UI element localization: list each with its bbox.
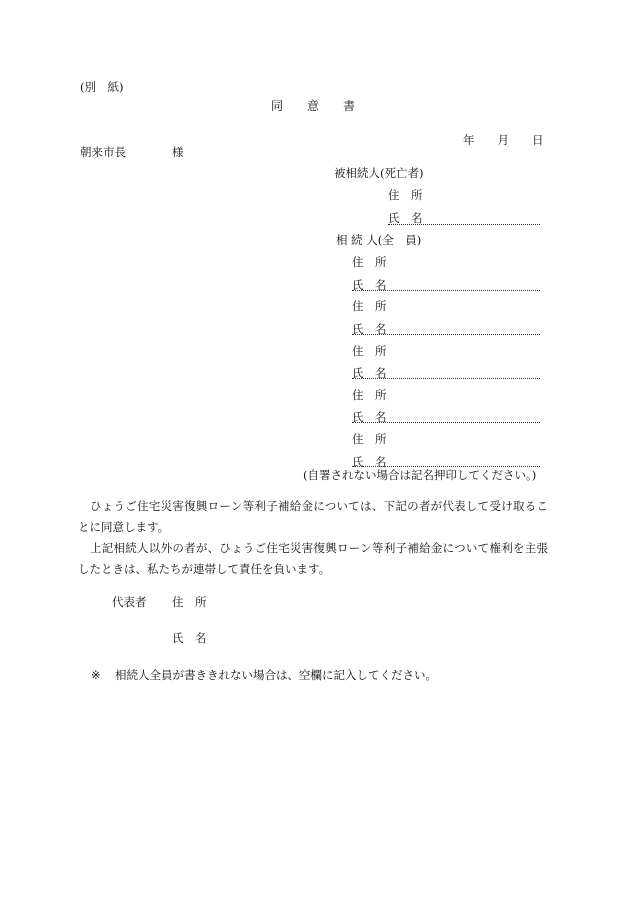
consent-paragraph-text: ひょうご住宅災害復興ローン等利子補給金については、下記の者が代表して受け取ることに同意します。	[78, 499, 548, 534]
heir-1-address-label: 住 所	[352, 255, 387, 269]
heir-5-name-line[interactable]	[352, 466, 540, 467]
footnote-text: 相続人全員が書ききれない場合は、空欄に記入してください。	[115, 668, 437, 682]
heir-4-address-label: 住 所	[352, 388, 387, 402]
signature-note: (自署されない場合は記名押印してください。)	[303, 468, 537, 482]
heir-1-name-label: 氏 名	[352, 278, 387, 292]
consent-paragraph	[78, 496, 548, 538]
addressee-honorific: 様	[172, 145, 184, 159]
representative-name-label: 氏 名	[172, 631, 207, 645]
deceased-heading: 被相続人(死亡者)	[334, 166, 424, 180]
attachment-label: (別 紙)	[80, 80, 124, 94]
heir-5-name-label: 氏 名	[352, 455, 387, 469]
heir-4-name-label: 氏 名	[352, 410, 387, 424]
representative-address-label: 住 所	[172, 595, 207, 609]
heir-4-name-line[interactable]	[352, 422, 540, 423]
responsibility-paragraph	[78, 538, 548, 580]
responsibility-paragraph-text: 上記相続人以外の者が、ひょうご住宅災害復興ローン等利子補給金について権利を主張したときは、私たちが連帯して責任を負います。	[78, 541, 548, 576]
heir-3-address-label: 住 所	[352, 344, 387, 358]
document-title: 同 意 書	[271, 99, 356, 113]
heir-2-name-label: 氏 名	[352, 322, 387, 336]
heirs-heading: 相 続 人(全 員)	[336, 233, 422, 247]
deceased-name-label: 氏 名	[388, 211, 423, 225]
deceased-address-label: 住 所	[388, 188, 423, 202]
deceased-name-line[interactable]	[388, 224, 540, 225]
heir-1-name-line[interactable]	[352, 290, 540, 291]
heir-2-address-label: 住 所	[352, 299, 387, 313]
date-line[interactable]: 年 月 日	[463, 133, 544, 147]
representative-label: 代表者	[112, 595, 147, 609]
addressee: 朝来市長	[80, 145, 126, 159]
heir-5-address-label: 住 所	[352, 432, 387, 446]
heir-2-name-line[interactable]	[352, 334, 540, 335]
footnote-mark: ※	[91, 668, 101, 682]
heir-3-name-label: 氏 名	[352, 366, 387, 380]
heir-3-name-line[interactable]	[352, 378, 540, 379]
